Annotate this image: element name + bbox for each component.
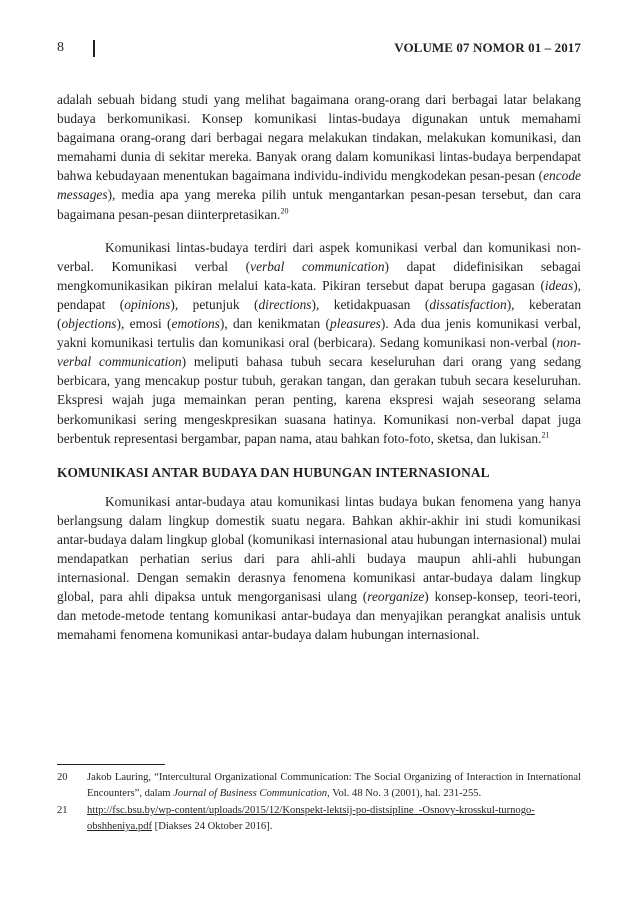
paragraph-italic: pleasures: [330, 316, 381, 332]
paragraph-text: ), ketidakpuasan (: [311, 296, 430, 312]
footnote-ref-21[interactable]: 21: [541, 430, 550, 440]
footnote-21: [57, 803, 581, 835]
paragraph-3: [57, 492, 581, 645]
section-heading: KOMUNIKASI ANTAR BUDAYA DAN HUBUNGAN INTERNASIONAL: [57, 464, 490, 480]
header-divider: [93, 40, 95, 57]
article-body: [57, 90, 581, 658]
paragraph-italic: directions: [258, 296, 312, 312]
paragraph-text: ), emosi (: [116, 316, 172, 332]
footnote-text: Jakob Lauring, “Intercultural Organizational Communication: The Social Organizing of Interaction in International Encounters”, dalam: [87, 772, 581, 799]
paragraph-italic: opinions: [124, 296, 171, 312]
footnote-number: 21: [57, 805, 68, 816]
paragraph-text: ), pendapat (: [57, 277, 581, 312]
paragraph-italic: non-verbal communication: [57, 335, 581, 370]
paragraph-text: ). Ada dua jenis komunikasi verbal, yakni komunikasi tertulis dan komunikasi oral (berbicara). Sedang komunikasi non-verbal (: [57, 316, 581, 351]
paragraph-1: [57, 90, 581, 224]
page-header: [57, 40, 581, 60]
paragraph-text: adalah sebuah bidang studi yang melihat bagaimana orang-orang dari berbagai latar belakang budaya berkomunikasi. Konsep komunikasi lintas-budaya digunakan untuk memahami bagaimana orang-orang dari berbagai negara melakukan tindakan, melakukan komunikasi, dan memahami dunia di sekitar mereka. Banyak orang dalam komunikasi lintas-budaya berpendapat bahwa kebudayaan menentukan bagaimana individu-individu mengkodekan pesan-pesan (: [57, 92, 581, 184]
paragraph-text: ), petunjuk (: [170, 296, 259, 312]
paragraph-text: ), dan kenikmatan (: [219, 316, 331, 332]
paragraph-italic: verbal communication: [250, 258, 385, 274]
paragraph-text: ) meliputi bahasa tubuh secara keseluruhan dari orang yang sedang berbicara, yang mencakup postur tubuh, gerakan tangan, dan gerakan tubuh secara keseluruhan. Ekspresi wajah juga memainkan peran penting, karena ekspresi wajah seseorang selama berkomunikasi sering mengeskpresikan suasana hatinya. Komunikasi non-verbal dapat juga berbentuk representasi bergambar, papan nama, atau bahkan foto-foto, sketsa, dan lukisan.: [57, 354, 581, 446]
paragraph-2: [57, 238, 581, 448]
footnote-link[interactable]: http://fsc.bsu.by/wp-content/uploads/2015/12/Konspekt-lektsij-po-distsipline_-Osnovy-krosskul-turnogo-obshheniya.pdf: [87, 805, 535, 832]
paragraph-italic: objections: [61, 316, 117, 332]
footnote-ref-20[interactable]: 20: [280, 206, 289, 216]
paragraph-text: ) dapat didefinisikan sebagai mengkomunikasikan pikiran melalui kata-kata. Pikiran tersebut dapat berupa gagasan (: [57, 258, 581, 293]
footnote-text: [Diakses 24 Oktober 2016].: [152, 821, 273, 832]
footnote-divider: [57, 764, 165, 765]
paragraph-text: ), media apa yang mereka pilih untuk mengantarkan pesan-pesan tersebut, dan cara bagaimana pesan-pesan diinterpretasikan.: [57, 187, 581, 222]
paragraph-text: Komunikasi antar-budaya atau komunikasi lintas budaya bukan fenomena yang hanya berlangsung dalam lingkup domestik suatu negara. Bahkan akhir-akhir ini studi komunikasi antar-budaya dalam lingkup global (komunikasi internasional atau hubungan internasional) mulai mendapatkan perhatian serius dari para ahli-ahli budaya maupun ahli-ahli hubungan internasional. Dengan semakin derasnya fenomena komunikasi antar-budaya dalam lingkup global, para ahli dipaksa untuk mengorganisasi ulang (: [57, 493, 581, 605]
paragraph-italic: emotions: [171, 316, 220, 332]
page-number: 8: [57, 40, 64, 55]
paragraph-italic: ideas: [544, 277, 574, 293]
journal-volume: VOLUME 07 NOMOR 01 – 2017: [394, 40, 581, 55]
paragraph-italic: encode messages: [57, 168, 581, 203]
paragraph-italic: reorganize: [367, 589, 425, 605]
footnote-italic: Journal of Business Communication: [173, 788, 328, 799]
footnote-text: , Vol. 48 No. 3 (2001), hal. 231-255.: [327, 788, 482, 799]
footnote-20: [57, 770, 581, 802]
paragraph-text: ) konsep-konsep, teori-teori, dan metode-metode tentang komunikasi antar-budaya dan menyajikan perangkat analisis untuk memahami fenomena komunikasi antar-budaya dalam hubungan internasional.: [57, 589, 582, 643]
footnotes: [57, 770, 581, 836]
footnote-number: 20: [57, 772, 68, 783]
paragraph-text: Komunikasi lintas-budaya terdiri dari aspek komunikasi verbal dan komunikasi non-verbal. Komunikasi verbal (: [57, 239, 581, 274]
paragraph-text: ), keberatan (: [57, 296, 582, 332]
paragraph-italic: dissatisfaction: [429, 296, 507, 312]
